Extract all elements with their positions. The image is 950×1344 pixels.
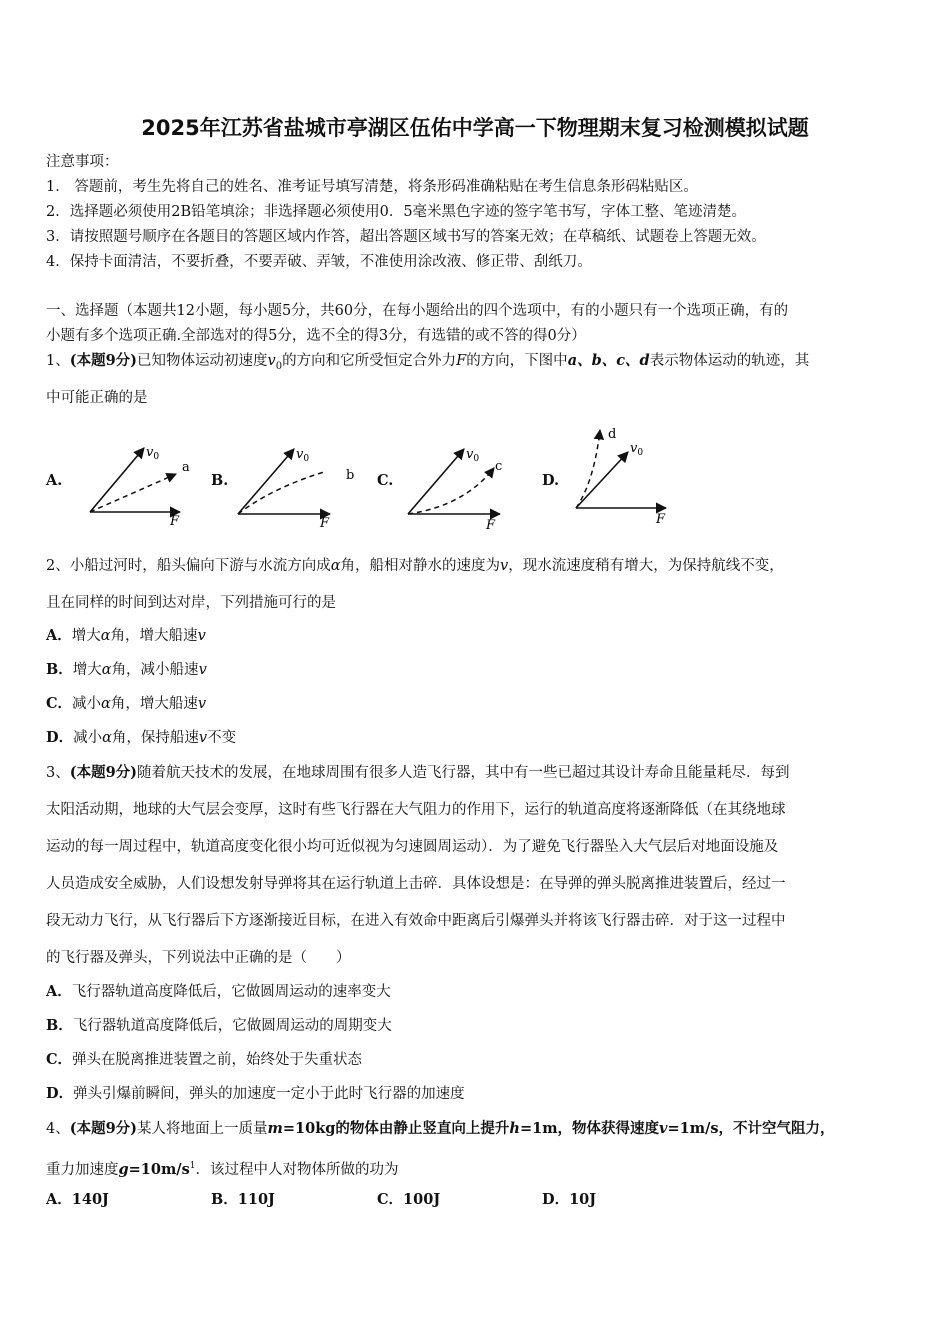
q1-option-c-label: C. [377, 472, 394, 489]
v0-arrow [238, 449, 294, 514]
notice-item: 1． 答题前，考生先将自己的姓名、准考证号填写清楚，将条形码准确粘贴在考生信息条形码粘贴区。 [46, 179, 698, 195]
question-3-line: 的飞行器及弹头，下列说法中正确的是（ ） [46, 950, 351, 966]
q1-figure-c [402, 440, 517, 532]
q4-option-c: C．100J [377, 1191, 441, 1208]
notice-item: 2．选择题必须使用2B铅笔填涂；非选择题必须使用0．5毫米黑色字迹的签字笔书写，字体工整、笔迹清楚。 [46, 204, 747, 220]
q1-figure-b [232, 440, 362, 532]
q4-option-b: B．110J [211, 1191, 275, 1208]
question-1-stem-line2: 中可能正确的是 [46, 390, 148, 406]
force-label: F [170, 514, 180, 529]
question-1-stem: 1、(本题9分)已知物体运动初速度$v_0$的方向和它所受恒定合外力F的方向，下图中a、b、c、d表示物体运动的轨迹，其 [46, 352, 810, 372]
curve-label: a [182, 460, 190, 475]
trajectory-d [576, 430, 600, 508]
q1-option-b-label: B. [211, 472, 229, 489]
v0-label: $v_0$ [296, 447, 310, 464]
question-4-stem-line2: 重力加速度$g=10m/s^1$．该过程中人对物体所做的功为 [46, 1160, 399, 1178]
trajectory-b [238, 472, 324, 514]
force-label: F [656, 512, 666, 527]
notice-item: 4．保持卡面清洁，不要折叠，不要弄破、弄皱，不准使用涂改液、修正带、刮纸刀。 [46, 254, 592, 270]
question-2-stem-line2: 且在同样的时间到达对岸，下列措施可行的是 [46, 595, 336, 611]
q1-figure-a [82, 440, 197, 532]
question-3-line: 人员造成安全威胁，人们设想发射导弹将其在运行轨道上击碎．具体设想是：在导弹的弹头脱离推进装置后，经过一 [46, 876, 786, 892]
curve-label: c [495, 459, 503, 474]
q4-option-d: D．10J [542, 1191, 597, 1208]
question-3-line: 运动的每一周过程中，轨道高度变化很小均可近似视为匀速圆周运动）．为了避免飞行器坠入大气层后对地面设施及 [46, 839, 779, 855]
question-3-line: 段无动力飞行，从飞行器后下方逐渐接近目标，在进入有效命中距离后引爆弹头并将该飞行器击碎．对于这一过程中 [46, 913, 786, 929]
q3-option-a: A．飞行器轨道高度降低后，它做圆周运动的速率变大 [46, 983, 391, 1000]
section-heading-line1: 一、选择题（本题共12小题，每小题5分，共60分，在每小题给出的四个选项中，有的小题只有一个选项正确，有的 [46, 303, 789, 319]
question-3-stem: 3、(本题9分)随着航天技术的发展，在地球周围有很多人造飞行器，其中有一些已超过其设计寿命且能量耗尽．每到 [46, 764, 790, 781]
question-2-stem: 2、小船过河时，船头偏向下游与水流方向成α角，船相对静水的速度为v，现水流速度稍有增大，为保持航线不变， [46, 558, 784, 574]
v0-arrow [90, 448, 144, 512]
question-3-line: 太阳活动期，地球的大气层会变厚，这时有些飞行器在大气阻力的作用下，运行的轨道高度将逐渐降低（在其绕地球 [46, 802, 786, 818]
q3-option-b: B．飞行器轨道高度降低后，它做圆周运动的周期变大 [46, 1017, 392, 1034]
q3-option-d: D．弹头引爆前瞬间，弹头的加速度一定小于此时飞行器的加速度 [46, 1085, 465, 1102]
v0-label: $v_0$ [466, 447, 480, 464]
v0-arrow [576, 452, 628, 508]
v0-label: $v_0$ [146, 445, 160, 462]
q4-option-a: A．140J [46, 1191, 109, 1208]
force-label: F [486, 518, 496, 532]
q1-option-a-label: A. [46, 472, 63, 489]
q1-figure-d [568, 422, 683, 532]
trajectory-a [90, 474, 176, 512]
q2-option-b: B．增大α角，减小船速v [46, 661, 207, 678]
section-heading-line2: 小题有多个选项正确.全部选对的得5分，选不全的得3分，有选错的或不答的得0分） [46, 328, 586, 344]
q2-option-a: A．增大α角，增大船速v [46, 627, 206, 644]
notice-item: 3．请按照题号顺序在各题目的答题区域内作答，超出答题区域书写的答案无效；在草稿纸、试题卷上答题无效。 [46, 229, 766, 245]
q2-option-c: C．减小α角，增大船速v [46, 695, 207, 712]
v0-arrow [408, 449, 464, 514]
q1-option-d-label: D. [542, 472, 560, 489]
page-title: 2025年江苏省盐城市亭湖区伍佑中学高一下物理期末复习检测模拟试题 [141, 116, 809, 140]
notice-heading: 注意事项： [46, 154, 119, 170]
force-label: F [320, 516, 330, 531]
q3-option-c: C．弹头在脱离推进装置之前，始终处于失重状态 [46, 1051, 363, 1068]
trajectory-c [408, 468, 494, 514]
curve-label: d [608, 427, 617, 442]
curve-label: b [346, 468, 355, 483]
question-4-stem: 4、(本题9分)某人将地面上一质量m=10kg的物体由静止竖直向上提升h=1m，物体获得速度v=1m/s，不计空气阻力， [46, 1120, 835, 1137]
q2-option-d: D．减小α角，保持船速v不变 [46, 729, 237, 746]
v0-label: $v_0$ [630, 441, 644, 458]
